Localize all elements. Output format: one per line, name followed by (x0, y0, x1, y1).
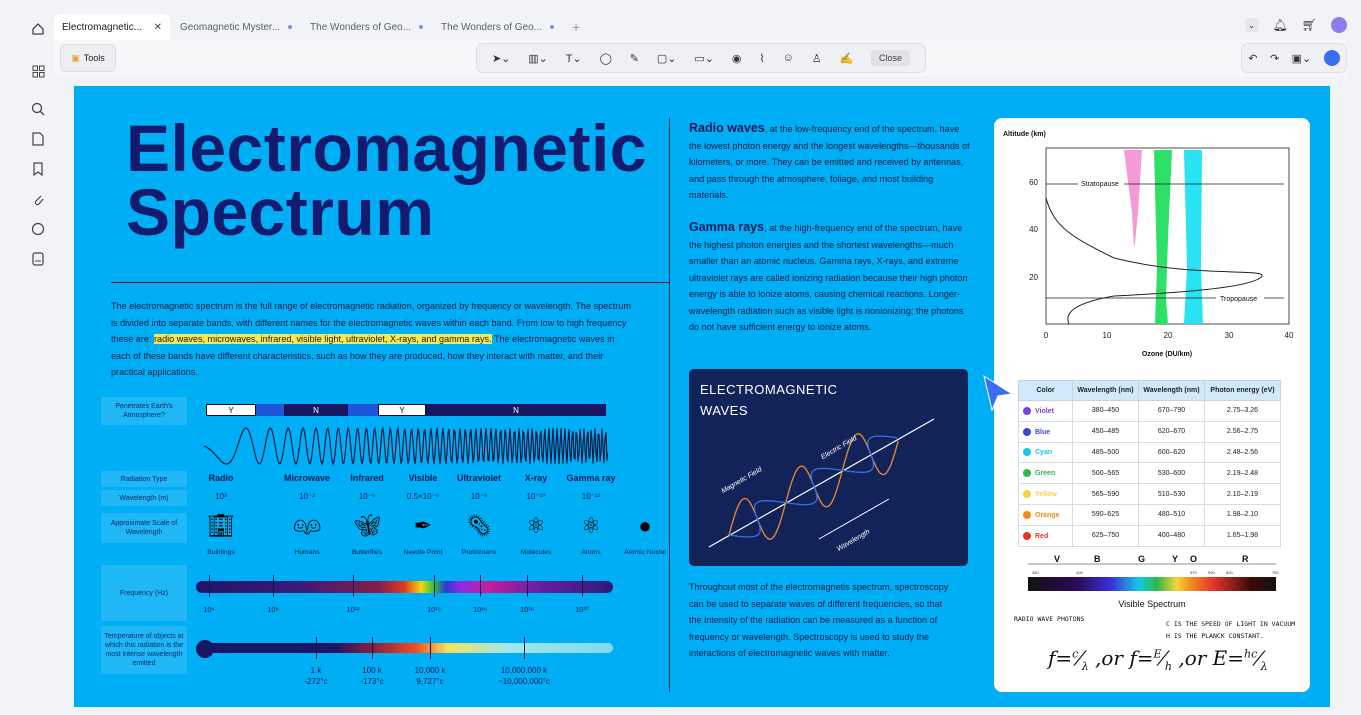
frequency-tick (434, 575, 435, 597)
close-tab-icon[interactable]: ✕ (153, 21, 162, 33)
color-cell (1019, 463, 1073, 484)
annotation-toolbar (476, 43, 926, 73)
band-wavelength: 10⁻¹² (581, 492, 601, 501)
label-wavelength: Wavelength (m) (101, 490, 187, 506)
xtick: 30 (1224, 331, 1234, 340)
scale-object-icon: 👫︎ (293, 513, 321, 538)
frequency-gradient (196, 581, 613, 593)
table-cell: 590–625 (1073, 504, 1139, 525)
tab-label: The Wonders of Geo... (441, 21, 543, 33)
scale-label: Butterflies (351, 549, 383, 556)
table-cell: 2.75–3.26 (1205, 401, 1281, 422)
spectrum-letter: G (1138, 554, 1146, 564)
table-cell: 620–670 (1139, 421, 1205, 442)
scale-object-icon: ⚛︎ (526, 513, 546, 538)
tab-label: Geomagnetic Myster... (180, 21, 281, 33)
scale-label: Protozoans (461, 549, 497, 556)
frequency-label: 10¹⁶ (473, 605, 487, 614)
band-wavelength: 10³ (215, 492, 227, 501)
home-icon[interactable] (22, 14, 54, 44)
band-name: X-ray (524, 473, 548, 483)
frequency-tick (480, 575, 481, 597)
temperature-tick (430, 637, 431, 659)
frequency-tick (273, 575, 274, 597)
scale-object-icon: 🦠︎ (465, 513, 493, 538)
label-temperature: Temperature of objects at which this radiation is the most intense wavelength emitted (101, 626, 187, 674)
color-cell (1019, 401, 1073, 422)
ozone-chart (994, 118, 1310, 368)
temperature-gradient (200, 643, 613, 653)
wavelength-label: Wavelength (835, 528, 872, 553)
atmos-gap (348, 404, 378, 416)
table-cell: 625–750 (1073, 525, 1139, 546)
close-toolbar-button[interactable]: Close (871, 50, 910, 66)
temperature-label (390, 665, 470, 687)
tools-button[interactable] (60, 44, 116, 72)
temp-celsius: ~10,000,000°c (498, 677, 550, 686)
band-wavelength: 10⁻⁵ (358, 492, 376, 501)
col-header: Wavelength (nm) (1073, 381, 1139, 401)
wave-diagram (689, 369, 968, 566)
label-penetrates: Penetrates Earth's Atmosphere? (101, 397, 187, 425)
formula: $f=^c⁄_\lambda$ ,or $f=^E⁄_h$ ,or $E=^{hc}⁄_\lambda$ (1048, 646, 1268, 673)
temp-kelvin: 1 k (310, 666, 322, 675)
radio-text: , at the low-frequency end of the spectrum, have the lowest photon energy and the longest wavelengths—thousands of kilometers, or more. They can be emitted and received by antennas, and pass through the atmosphere, foliage, and most building materials. (689, 124, 970, 200)
page-title (126, 111, 647, 249)
spectrum-tick: 750 (1272, 570, 1279, 575)
color-swatch-icon (1023, 532, 1031, 540)
frequency-label: 10¹⁸ (519, 605, 534, 614)
color-swatch-icon (1023, 490, 1031, 498)
measure-tool-icon[interactable]: ▭⌄ (694, 52, 714, 65)
emw-title-line: ELECTROMAGNETIC (700, 382, 838, 397)
scale-object-icon: 🏢︎ (207, 513, 235, 538)
search-icon[interactable] (22, 94, 54, 124)
color-cell (1019, 525, 1073, 546)
electric-field-label: Electric Field (819, 434, 859, 462)
ai-assistant-icon[interactable] (1324, 50, 1340, 66)
color-name: Yellow (1035, 490, 1057, 498)
unsaved-dot-icon (288, 25, 292, 29)
comment-icon[interactable] (22, 214, 54, 244)
band-name: Radio (208, 473, 234, 483)
window-actions (1245, 17, 1347, 33)
attach-tool-icon[interactable]: ⌇ (759, 52, 765, 65)
note-radio-photons: RADIO WAVE PHOTONS (1014, 615, 1085, 623)
color-cell (1019, 442, 1073, 463)
temperature-tick (316, 637, 317, 659)
scale-label: Molecules (520, 549, 552, 556)
table-cell: 500–565 (1073, 463, 1139, 484)
color-swatch-icon (1023, 448, 1031, 456)
scale-object-icon: ✒︎ (413, 513, 433, 538)
table-cell: 2.56–2.75 (1205, 421, 1281, 442)
table-row (1019, 442, 1281, 463)
scale-label: Atomic Nuclei (624, 549, 666, 556)
frequency-tick (582, 575, 583, 597)
select-tool-icon[interactable]: ➤⌄ (491, 52, 511, 65)
scale-label: Atoms (581, 549, 601, 556)
scale-object-icon: ⚛︎ (581, 513, 601, 538)
color-cell (1019, 421, 1073, 442)
spectrum-tick: 400 (1076, 570, 1083, 575)
tools-label: Tools (83, 53, 105, 63)
scale-object-icon: 🦋︎ (353, 513, 381, 538)
temp-kelvin: 10,000 k (414, 666, 446, 675)
cursor-icon (980, 374, 1020, 418)
ozone-ylabel: Altitude (km) (1003, 131, 1046, 138)
xtick: 20 (1163, 331, 1173, 340)
color-cell (1019, 504, 1073, 525)
closing-paragraph: Throughout most of the electromagnetis spectrum, spectroscopy can be used to separate waves of different frequencies, so that the intensity of the radiation can be measured as a function of frequency or wavelength. Spectroscopy is used to study the interactions of electromagnetic waves with matter. (689, 582, 949, 658)
label-radiation: Radiation Type (101, 471, 187, 487)
table-row (1019, 401, 1281, 422)
atmos-gap (256, 404, 284, 416)
spectrum-letter: B (1094, 554, 1101, 564)
table-cell: 400–480 (1139, 525, 1205, 546)
temperature-tick (524, 637, 525, 659)
spectrum-letter: Y (1172, 554, 1179, 564)
scale-label: Buildings (207, 549, 235, 556)
pen-tool-icon[interactable]: ✎ (629, 52, 639, 65)
history-toolbar (1241, 43, 1347, 73)
unsaved-dot-icon (419, 25, 423, 29)
frequency-label: 10¹² (346, 605, 360, 614)
frequency-tick (527, 575, 528, 597)
gamma-text: , at the high-frequency end of the spectrum, have the highest photon energies and the shortest wavelengths—much smaller than an atomic nucleus. Gamma rays, X-rays, and extreme ultraviolet rays are called ionizing radiation because their high photon energy is able to ionize atoms, causing chemical reactions. Longer-wavelength radiation such as visible light is nonionizing; the photons do not have sufficient energy to ionize atoms. (689, 223, 968, 332)
magnetic-field-label: Magnetic Field (720, 466, 764, 496)
frequency-label: 10¹⁵ (427, 605, 441, 614)
new-tab-button[interactable]: + (572, 19, 581, 35)
sticker-tool-icon[interactable]: ☺ (782, 52, 794, 64)
gamma-heading: Gamma rays (689, 220, 765, 234)
spectrum-tick: 590 (1208, 570, 1215, 575)
scale-label: Needle Point (403, 549, 443, 556)
band-name: Infrared (350, 473, 384, 483)
scale-object-icon: ● (638, 513, 652, 538)
scale-label: Humans (294, 549, 320, 556)
title-line: Electromagnetic (126, 111, 647, 185)
color-cell (1019, 484, 1073, 505)
highlighted-text[interactable]: radio waves, microwaves, infrared, visible light, ultraviolet, X-rays, and gamma rays. (153, 334, 492, 344)
temp-celsius: -272°c (304, 677, 328, 686)
table-row (1019, 421, 1281, 442)
note-line: H IS THE PLANCK CONSTANT. (1166, 632, 1264, 640)
radio-heading: Radio waves (689, 121, 765, 135)
intro-paragraph (111, 298, 633, 381)
highlight-tool-icon[interactable]: ▥⌄ (528, 52, 548, 65)
color-name: Red (1035, 532, 1049, 540)
wavelength-wave (204, 421, 608, 471)
bell-icon[interactable]: 🔔︎ (1272, 18, 1288, 32)
document-page (74, 86, 1330, 707)
atmos-visible: Y (378, 404, 426, 416)
col-header: Photon energy (eV) (1205, 381, 1281, 401)
temp-celsius: 9,727°c (416, 677, 444, 686)
column-divider (669, 118, 670, 692)
color-name: Blue (1035, 428, 1051, 436)
intro-text: The electromagnetic waves in each of these bands have different characteristics, such as how they are produced, how they interact with matter, and their practical applications. (111, 334, 615, 377)
tools-icon: ▣ (71, 52, 80, 63)
divider (111, 282, 669, 283)
comment-tool-icon[interactable]: ◯ (599, 52, 612, 65)
temperature-label (484, 665, 564, 687)
temperature-tick (372, 637, 373, 659)
table-cell: 480–510 (1139, 504, 1205, 525)
emw-title-line: WAVES (700, 403, 749, 418)
bookmark-icon[interactable] (22, 154, 54, 184)
spectrum-tick: 380 (1032, 570, 1039, 575)
spectrum-letter: O (1190, 554, 1198, 564)
spectrum-letter: R (1242, 554, 1249, 564)
color-name: Green (1035, 470, 1056, 478)
em-waves-illustration[interactable] (689, 369, 968, 566)
frequency-label: 10⁸ (267, 605, 279, 614)
attachment-icon[interactable] (22, 184, 54, 214)
color-name: Violet (1035, 407, 1054, 415)
stamp-tool-icon[interactable]: ◉ (731, 52, 742, 65)
label-frequency: Frequency (Hz) (101, 565, 187, 621)
atmos-microwave: N (284, 404, 348, 416)
info-card (994, 118, 1310, 692)
table-cell: 510–530 (1139, 484, 1205, 505)
band-wavelength: 0.5×10⁻⁶ (406, 492, 440, 501)
page-icon[interactable] (22, 124, 54, 154)
save-icon[interactable]: ▣⌄ (1291, 52, 1312, 65)
xtick: 0 (1043, 331, 1049, 340)
spectrum-letter: V (1054, 554, 1061, 564)
color-swatch-icon (1023, 511, 1031, 519)
xtick: 40 (1284, 331, 1294, 340)
form-icon[interactable] (22, 244, 54, 274)
tab-label: The Wonders of Geo... (310, 21, 412, 33)
text-tool-icon[interactable]: T⌄ (565, 52, 582, 65)
table-cell: 2.48–2.56 (1205, 442, 1281, 463)
table-row (1019, 504, 1281, 525)
ozone-xlabel: Ozone (DU/km) (1141, 351, 1193, 358)
visible-caption: Visible Spectrum (1118, 599, 1186, 609)
color-swatch-icon (1023, 407, 1031, 415)
toolbar (54, 40, 1347, 76)
table-cell: 600–620 (1139, 442, 1205, 463)
tropopause-label: Tropopause (1220, 296, 1258, 303)
radio-paragraph (689, 120, 974, 204)
tab-geomagnetic[interactable] (172, 14, 300, 40)
atmos-radio: Y (206, 404, 256, 416)
ytick: 40 (1029, 225, 1038, 234)
redo-icon[interactable]: ↷ (1269, 52, 1280, 65)
table-cell: 2.10–2.19 (1205, 484, 1281, 505)
band-name: Visible (408, 473, 438, 483)
shape-tool-icon[interactable]: ▢⌄ (656, 52, 677, 65)
col-header: Wavelength (nm) (1139, 381, 1205, 401)
avatar[interactable] (1331, 17, 1347, 33)
temp-celsius: -173°c (360, 677, 384, 686)
stratopause-label: Stratopause (1081, 181, 1119, 188)
grid-icon[interactable] (22, 56, 54, 86)
seal-tool-icon[interactable]: ♙ (811, 52, 822, 65)
table-cell: 2.19–2.48 (1205, 463, 1281, 484)
table-row (1019, 484, 1281, 505)
color-swatch-icon (1023, 428, 1031, 436)
band-name: Ultraviolet (456, 473, 501, 483)
color-name: Cyan (1035, 449, 1053, 457)
color-swatch-icon (1023, 469, 1031, 477)
tab-wonders-2[interactable] (433, 14, 562, 40)
intro-text: The electromagnetic spectrum is the full range of electromagnetic radiation, organized by frequency or wavelength. The spectrum is divided into separate bands, with different names for the electromagnetic waves within each band. From low to high frequency these are: (111, 301, 631, 344)
col-header: Color (1019, 381, 1073, 401)
color-name: Orange (1035, 511, 1060, 519)
tab-wonders-1[interactable] (302, 14, 431, 40)
band-name: Gamma ray (566, 473, 616, 483)
table-cell: 1.65–1.98 (1205, 525, 1281, 546)
table-cell: 670–790 (1139, 401, 1205, 422)
table-cell: 450–485 (1073, 421, 1139, 442)
table-cell: 565–590 (1073, 484, 1139, 505)
temp-kelvin: 10,000,000 k (500, 666, 548, 675)
table-row (1019, 463, 1281, 484)
title-line: Spectrum (126, 175, 435, 249)
dropdown-icon[interactable]: ⌄ (1245, 18, 1259, 32)
band-wavelength: 10⁻¹⁰ (526, 492, 546, 501)
color-table (1018, 380, 1281, 547)
unsaved-dot-icon (550, 25, 554, 29)
table-cell: 380–450 (1073, 401, 1139, 422)
thermometer-bulb (196, 640, 214, 658)
left-sidebar (22, 14, 54, 274)
frequency-label: 10²⁰ (575, 605, 589, 614)
xtick: 10 (1102, 331, 1112, 340)
ytick: 20 (1029, 273, 1038, 282)
gamma-paragraph (689, 219, 974, 336)
spectrum-tick: 570 (1190, 570, 1197, 575)
frequency-tick (353, 575, 354, 597)
band-name: Microwave (283, 473, 331, 483)
table-cell: 485–500 (1073, 442, 1139, 463)
band-wavelength: 10⁻² (299, 492, 315, 501)
band-wavelength: 10⁻⁸ (470, 492, 488, 501)
spectrum-tick: 600 (1226, 570, 1233, 575)
ytick: 60 (1029, 178, 1038, 187)
tab-bar (54, 14, 1347, 40)
frequency-tick (209, 575, 210, 597)
atmos-high: N (426, 404, 606, 416)
note-line: C IS THE SPEED OF LIGHT IN VACUUM (1166, 620, 1296, 628)
undo-icon[interactable]: ↶ (1248, 52, 1258, 65)
table-cell: 530–600 (1139, 463, 1205, 484)
frequency-label: 10⁴ (203, 605, 215, 614)
note-constants (1166, 618, 1295, 642)
cart-icon[interactable]: 🛒︎ (1301, 18, 1317, 32)
label-scale: Approximate Scale of Wavelength (101, 513, 187, 543)
table-row (1019, 525, 1281, 546)
signature-tool-icon[interactable]: ✍ (839, 52, 854, 65)
table-cell: 1.98–2.10 (1205, 504, 1281, 525)
temp-kelvin: 100 k (362, 666, 382, 675)
tab-label: Electromagnetic... (62, 21, 143, 33)
tab-electromagnetic[interactable] (54, 14, 170, 40)
